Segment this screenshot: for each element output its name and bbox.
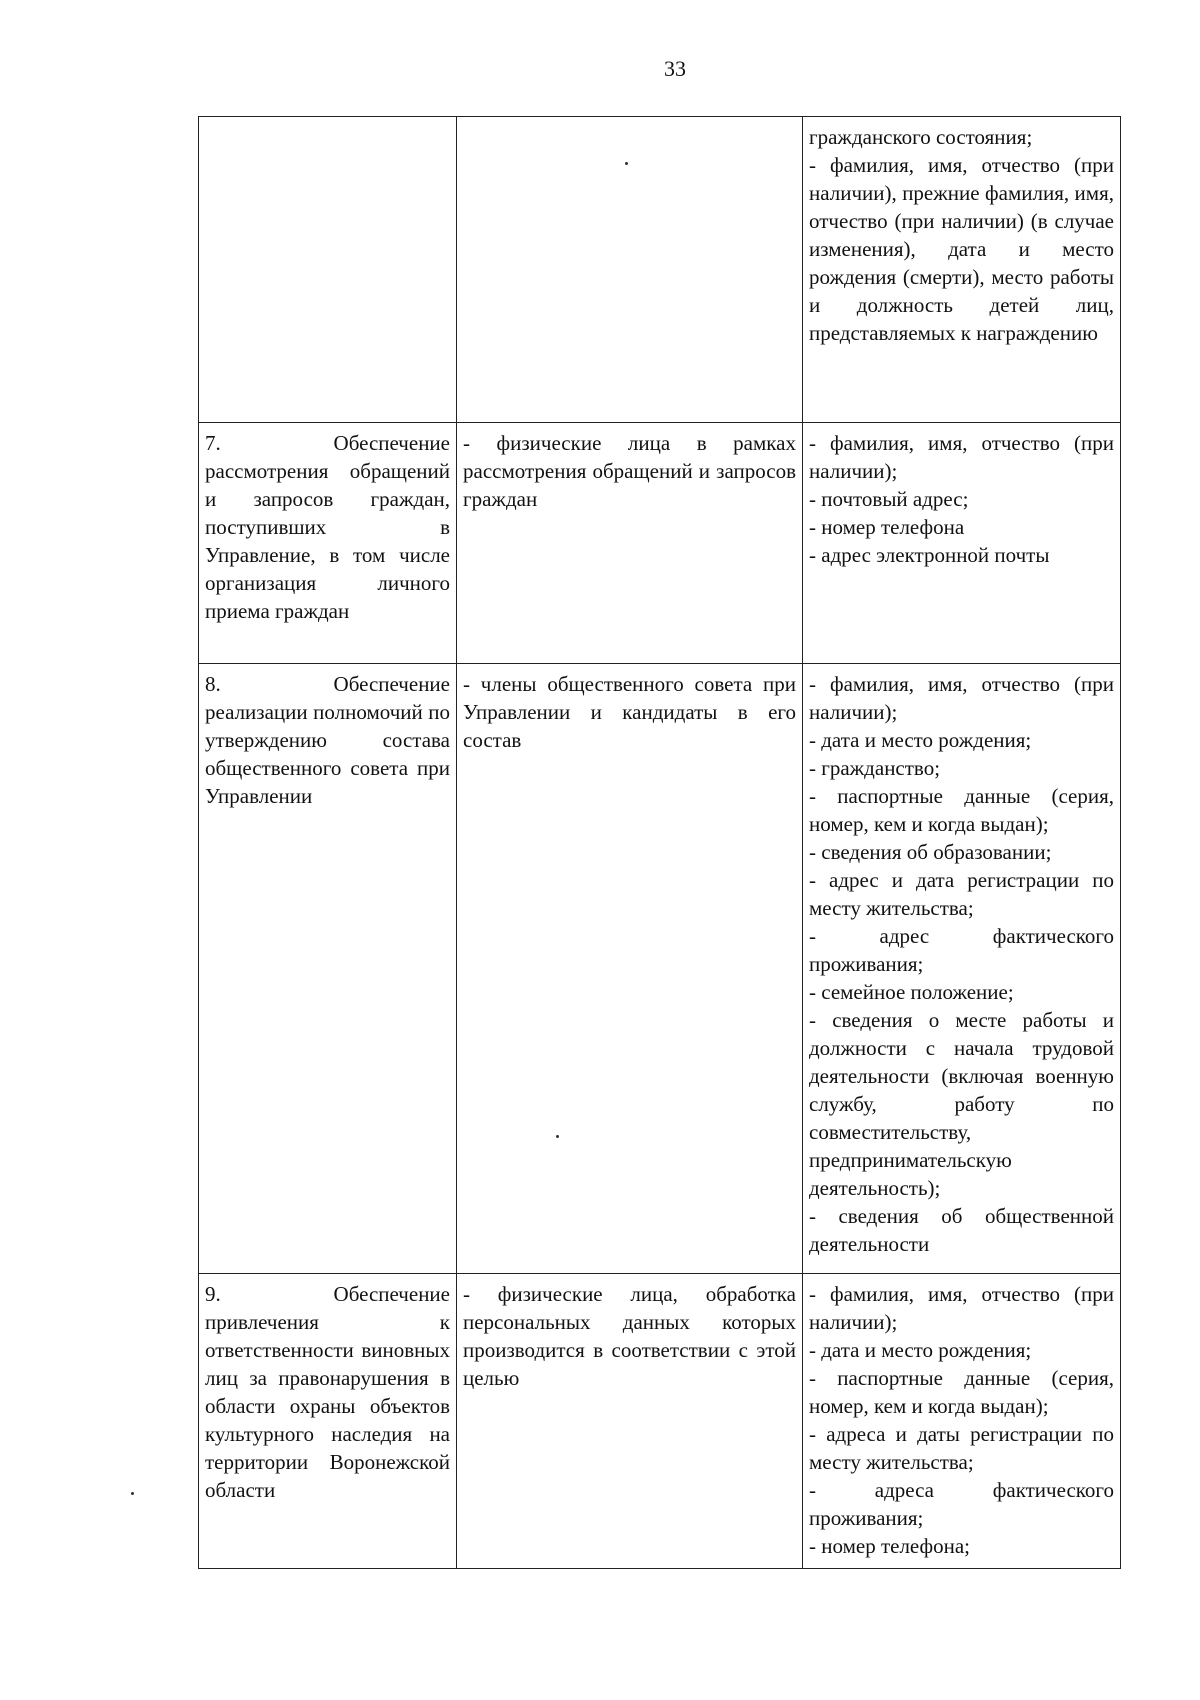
- data-processing-table: [198, 116, 1121, 1569]
- scan-speck: [556, 1135, 559, 1138]
- page-number: 33: [664, 56, 686, 81]
- data-cell: - фамилия, имя, отчество (при наличии); - дата и место рождения; - паспортные данные (серия, номер, кем и когда выдан); - адреса и даты регистрации по месту жительства; - адреса фактического проживания; - номер телефона;: [803, 1274, 1121, 1569]
- table-row: [199, 117, 1121, 423]
- subjects-cell: [457, 117, 803, 423]
- subjects-cell: - физические лица, обработка персональных данных которых производится в соответствии с этой целью: [457, 1274, 803, 1569]
- table-row: [199, 423, 1121, 664]
- subjects-cell: - физические лица в рамках рассмотрения обращений и запросов граждан: [457, 423, 803, 664]
- purpose-cell: [199, 117, 457, 423]
- data-cell: - фамилия, имя, отчество (при наличии); - почтовый адрес; - номер телефона - адрес электронной почты: [803, 423, 1121, 664]
- data-cell: гражданского состояния; - фамилия, имя, отчество (при наличии), прежние фамилия, имя, отчество (при наличии) (в случае изменения), дата и место рождения (смерти), место работы и должность детей лиц, представляемых к награждению: [803, 117, 1121, 423]
- purpose-cell: 8. Обеспечение реализации полномочий по утверждению состава общественного совета при Управлении: [199, 664, 457, 1274]
- purpose-cell: 7. Обеспечение рассмотрения обращений и запросов граждан, поступивших в Управление, в том числе организация личного приема граждан: [199, 423, 457, 664]
- table-row: [199, 1274, 1121, 1569]
- scan-speck: [625, 162, 628, 165]
- data-cell: - фамилия, имя, отчество (при наличии); - дата и место рождения; - гражданство; - паспортные данные (серия, номер, кем и когда выдан); - сведения об образовании; - адрес и дата регистрации по месту жительства; - адрес фактического проживания; - семейное положение; - сведения о месте работы и должности с начала трудовой деятельности (включая военную службу, работу по совместительству, предпринимательскую деятельность); - сведения об общественной деятельности: [803, 664, 1121, 1274]
- subjects-cell: - члены общественного совета при Управлении и кандидаты в его состав: [457, 664, 803, 1274]
- purpose-cell: 9. Обеспечение привлечения к ответственности виновных лиц за правонарушения в области охраны объектов культурного наследия на территории Воронежской области: [199, 1274, 457, 1569]
- table-row: [199, 664, 1121, 1274]
- scan-speck: [131, 1492, 134, 1495]
